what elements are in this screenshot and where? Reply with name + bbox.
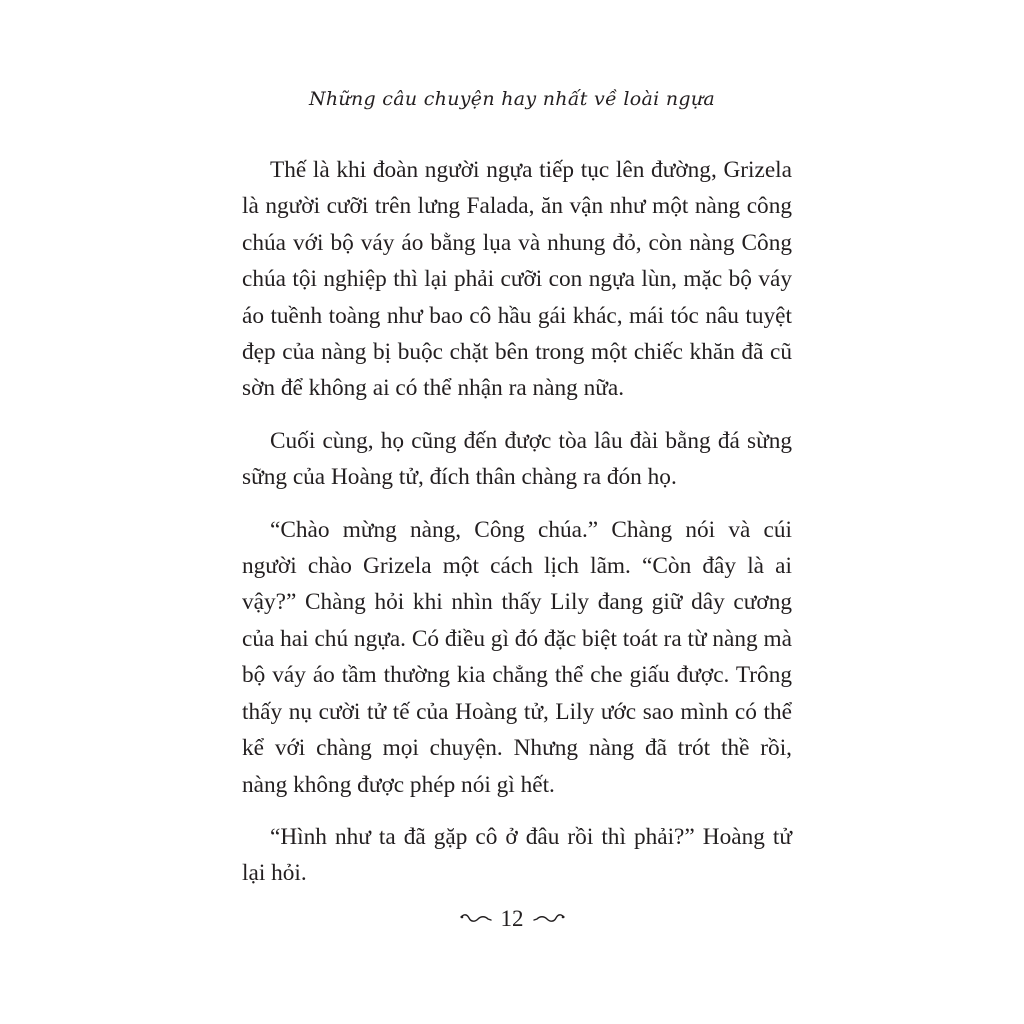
paragraph-2: Cuối cùng, họ cũng đến được tòa lâu đài bằng đá sừng sững của Hoàng tử, đích thân chàng ra đón họ.	[242, 427, 792, 491]
paragraph-1: Thế là khi đoàn người ngựa tiếp tục lên đường, Grizela là người cưỡi trên lưng Falada, ăn vận như một nàng công chúa với bộ váy áo bằng lụa và nhung đỏ, còn nàng Công chúa tội nghiệp thì lại phải cưỡi con ngựa lùn, mặc bộ váy áo tuềnh toàng như bao cô hầu gái khác, mái tóc nâu tuyệt đẹp của nàng bị buộc chặt bên trong một chiếc khăn đã cũ sờn để không ai có thể nhận ra nàng nữa.	[242, 157, 792, 402]
page-folio	[0, 906, 1024, 932]
body-text	[242, 152, 792, 908]
paragraph-3: “Chào mừng nàng, Công chúa.” Chàng nói và cúi người chào Grizela một cách lịch lãm. “Còn đây là ai vậy?” Chàng hỏi khi nhìn thấy Lily đang giữ dây cương của hai chú ngựa. Có điều gì đó đặc biệt toát ra từ nàng mà bộ váy áo tầm thường kia chẳng thể che giấu được. Trông thấy nụ cười tử tế của Hoàng tử, Lily ước sao mình có thể kể với chàng mọi chuyện. Nhưng nàng đã trót thề rồi, nàng không được phép nói gì hết.	[242, 516, 792, 798]
page-number: 12	[500, 906, 524, 931]
swash-flourish-icon	[459, 912, 493, 926]
running-header: Những câu chuyện hay nhất về loài ngựa	[308, 88, 716, 110]
paragraph-4: “Hình như ta đã gặp cô ở đâu rồi thì phải?” Hoàng tử lại hỏi.	[242, 823, 792, 887]
swash-flourish-icon	[532, 912, 566, 926]
